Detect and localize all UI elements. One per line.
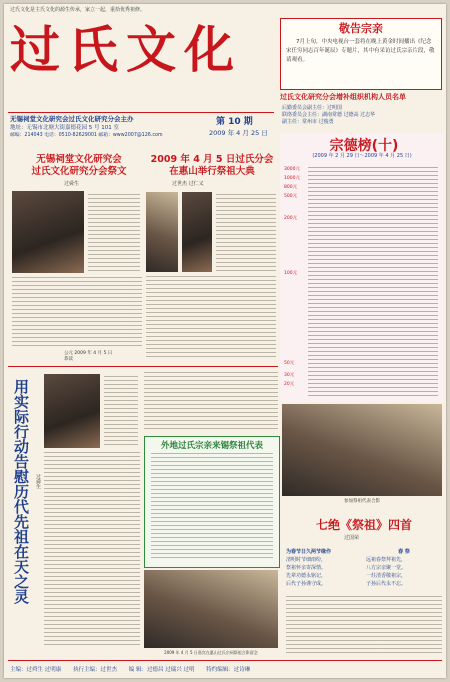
- honor-title: 宗德榜(十): [329, 138, 399, 154]
- notice-body: 7月上旬，中央电视台一套将在晚上黄金时间播出《纪念宋任穷同志百年诞辰》专题片，其中有采访过氏宗亲片段，敬请观看。: [286, 39, 435, 63]
- poem-left: [286, 548, 362, 588]
- ceremony-photo: [282, 404, 442, 496]
- footer-editors: 编 辑：过德昌 过瑞兴 过明: [128, 667, 195, 673]
- poem-right-heading: 春 祭: [398, 549, 410, 555]
- poem-more-text: [286, 596, 442, 656]
- contact: 邮编：214043 电话：0510-82629001 邮箱：www2007@126.com: [10, 133, 163, 138]
- vertical-byline: 过舜生: [35, 474, 41, 489]
- amount: 30元: [284, 373, 295, 378]
- article2-photo-left: [146, 192, 178, 272]
- amount: 200元: [284, 216, 298, 221]
- article2-headline: [146, 154, 278, 178]
- article1-byline: 过舜生: [64, 181, 80, 187]
- sponsor: 无锡祠堂文化研究会过氏文化研究分会主办: [10, 115, 134, 123]
- poem-line: 远祖春祭拜祖先，: [366, 557, 407, 563]
- honor-names-block: [308, 167, 438, 399]
- amount: 20元: [284, 382, 295, 387]
- amount: 100元: [284, 271, 298, 276]
- article1-photo: [12, 191, 84, 273]
- amount: 3000元: [284, 167, 300, 172]
- article1-text-2: [12, 277, 142, 349]
- headline-line: 过氏文化研究分会祭文: [31, 166, 127, 177]
- honor-subtitle: (2009 年 2 月 29 日～2009 年 4 月 25 日): [312, 153, 412, 159]
- masthead-title: 过氏文化: [10, 20, 242, 79]
- footer-divider: [8, 660, 442, 661]
- article2-photo-right: [182, 192, 212, 272]
- headline-line: 2009 年 4 月 5 日过氏分会: [150, 154, 274, 165]
- group-photo: [144, 570, 278, 648]
- speech-photo: [44, 374, 100, 448]
- speech-text-2: [44, 452, 140, 648]
- poem-line: 子孙后代永不忘。: [366, 581, 407, 587]
- masthead-divider: [8, 112, 274, 113]
- event-list: [151, 453, 273, 561]
- event-box: [144, 436, 280, 568]
- poem-line: 一炷清香敬祖宗，: [366, 573, 407, 579]
- poem-line: 八方宗亲聚一堂。: [366, 565, 407, 571]
- poem-line: 后代子孙谨守成。: [286, 581, 327, 587]
- speech-text: [104, 376, 138, 448]
- poem-line: 先辈功德永铭记，: [286, 573, 327, 579]
- amount: 500元: [284, 194, 298, 199]
- address: 地址：无锡市北塘大街嘉德花园 5 号 101 室: [10, 125, 119, 131]
- amount: 1000元: [284, 176, 300, 181]
- footer-exec: 执行主编：过世杰: [73, 667, 118, 673]
- poem-left-heading: 为春节日久两节缘作: [286, 549, 332, 555]
- footer: [10, 665, 444, 673]
- middle-text: [144, 372, 278, 432]
- issue-number: 第 10 期: [216, 117, 253, 127]
- amount: 50元: [284, 361, 295, 366]
- event-title: 外地过氏宗亲来锡祭祖代表: [160, 441, 263, 451]
- article2-text: [216, 194, 276, 272]
- notice-title: 敬告宗亲: [339, 22, 383, 35]
- ceremony-caption: 参加祭祖代表合影: [344, 499, 380, 504]
- newspaper-page: [4, 4, 446, 678]
- slogan: 过氏文化是主氏文化的源生传承，家立一起，重拾优秀祖修。: [10, 7, 146, 13]
- committee-row: 后勤委员会副主任：过明国: [282, 105, 343, 111]
- committee-row: 副主任：常州市 过俊勇: [282, 119, 334, 125]
- article1-text: [88, 194, 140, 272]
- poem-byline: 过国荣: [344, 535, 360, 541]
- poem-line: 祭祖怀亲寄深情。: [286, 565, 327, 571]
- headline-line: 在惠山举行祭祖大典: [169, 166, 255, 177]
- article2-byline: 过世杰 过仁义: [172, 181, 204, 187]
- group-photo-caption: 2009 年 4 月 5 日嘉宾在惠山过氏宗祠祭祖合影留念: [164, 650, 258, 655]
- vertical-heading: 用实际行动告慰历代先祖在天之灵: [12, 379, 30, 604]
- issue-date: 2009 年 4 月 25 日: [209, 129, 268, 137]
- headline-line: 无锡祠堂文化研究会: [36, 154, 122, 165]
- committee-title: 过氏文化研究分会增补组织机构人员名单: [280, 93, 406, 101]
- article1-footer: 公元 2009 年 4 月 5 日 恭读: [64, 351, 113, 362]
- poem-title: 七绝《祭祖》四首: [315, 518, 412, 532]
- section-divider: [8, 366, 278, 367]
- footer-editor: 主编：过舜生 过明康: [10, 667, 62, 673]
- article1-headline: [14, 154, 144, 178]
- amount: 800元: [284, 185, 298, 190]
- poem-line: 清明时节细雨纷，: [286, 557, 327, 563]
- honor-amounts: [284, 166, 304, 390]
- article2-text-2: [146, 276, 276, 360]
- poem-right: [366, 548, 442, 588]
- footer-contributor: 特约编辑：过诗琳: [206, 667, 251, 673]
- committee-list: [282, 105, 442, 126]
- committee-row: 联络委员会主任：湖南常德 过德高 过志华: [282, 112, 376, 118]
- notice-box: [280, 18, 442, 90]
